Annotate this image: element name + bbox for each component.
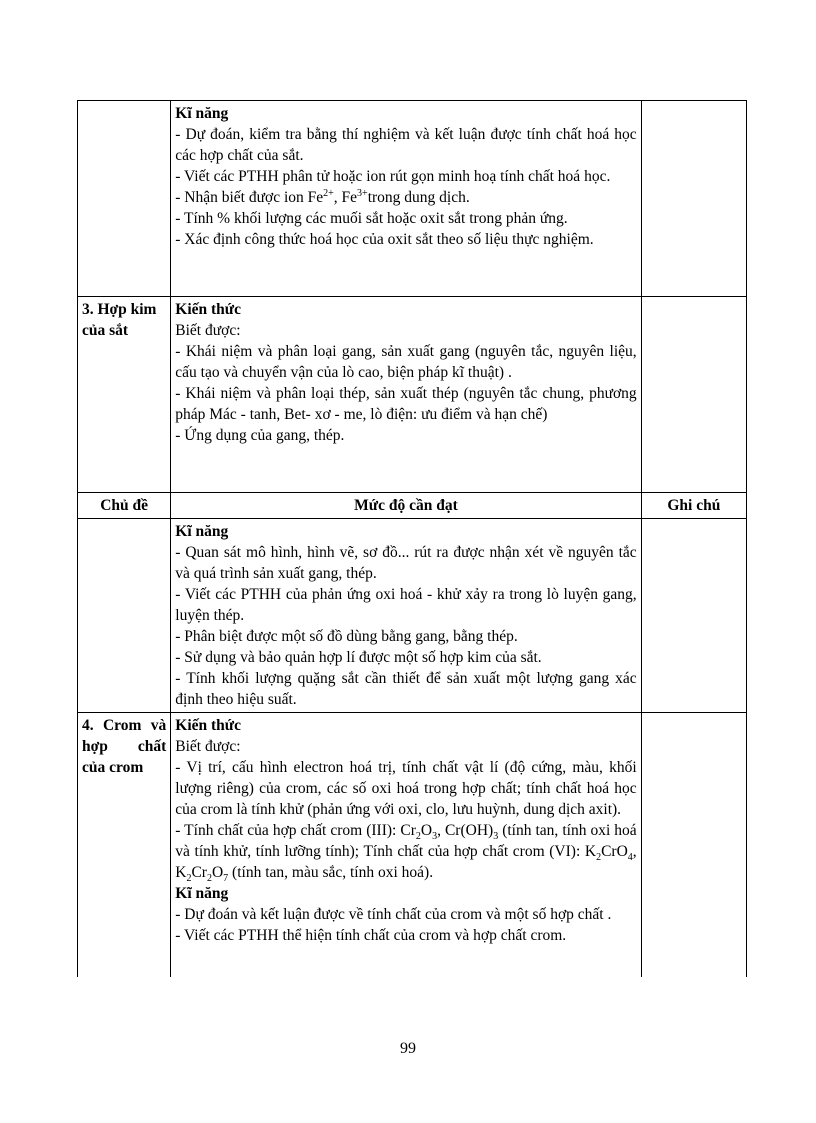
- page-number: 99: [400, 1040, 416, 1057]
- formula-text: , Cr(OH): [437, 822, 494, 839]
- ion-text: trong dung dịch.: [367, 189, 470, 206]
- list-item: - Xác định công thức hoá học của oxit sắt theo số liệu thực nghiệm.: [175, 231, 594, 248]
- requirement-cell: [171, 101, 641, 297]
- skills-label: Kĩ năng: [175, 105, 229, 122]
- formula-text: , K: [175, 843, 637, 881]
- note-cell: [641, 519, 746, 713]
- table-row: [78, 713, 747, 977]
- topic-cell: 4. Crom và hợp chất của crom: [78, 713, 171, 977]
- skills-label: Kĩ năng: [175, 523, 229, 540]
- formula-subscript: 3: [432, 831, 438, 843]
- note-cell: [641, 101, 746, 297]
- formula-subscript: 7: [223, 873, 229, 885]
- list-item: - Viết các PTHH của phản ứng oxi hoá - khử xảy ra trong lò luyện gang, luyện thép.: [175, 586, 637, 624]
- formula-subscript: 2: [206, 873, 212, 885]
- list-item: - Khái niệm và phân loại gang, sản xuất gang (nguyên tắc, nguyên liệu, cấu tạo và chuyển vận của lò cao, biện pháp kĩ thuật) .: [175, 343, 637, 381]
- topic-cell: 3. Hợp kim của sắt: [78, 297, 171, 493]
- header-topic: Chủ đề: [78, 493, 171, 519]
- topic-cell: [78, 519, 171, 713]
- intro-text: Biết được:: [175, 322, 241, 339]
- list-item: [175, 187, 636, 208]
- formula-subscript: 4: [627, 852, 633, 864]
- ion-charge: 2+: [323, 187, 334, 199]
- formula-text: (tính tan, tính oxi hoá và tính khử, tính lưỡng tính); Tính chất của hợp chất crom (VI): K: [175, 822, 637, 860]
- formula-subscript: 2: [186, 873, 192, 885]
- requirement-cell: [171, 713, 641, 977]
- list-item: - Phân biệt được một số đồ dùng bằng gang, bằng thép.: [175, 628, 518, 645]
- knowledge-label: Kiến thức: [175, 301, 241, 318]
- skills-label: Kĩ năng: [175, 885, 229, 902]
- list-item: - Khái niệm và phân loại thép, sản xuất thép (nguyên tắc chung, phương pháp Mác - tanh, Bet- xơ - me, lò điện: ưu điểm và hạn chế): [175, 385, 637, 423]
- table-row: [78, 519, 747, 713]
- ion-text: - Nhận biết được ion Fe: [175, 189, 324, 206]
- formula-subscript: 2: [415, 831, 421, 843]
- list-item: - Sử dụng và bảo quản hợp lí được một số hợp kim của sắt.: [175, 649, 542, 666]
- formula-text: CrO: [601, 843, 628, 860]
- list-item: - Viết các PTHH thể hiện tính chất của crom và hợp chất crom.: [175, 927, 567, 944]
- curriculum-table: [77, 100, 747, 977]
- list-item: [175, 820, 636, 883]
- intro-text: Biết được:: [175, 738, 241, 755]
- formula-text: Cr: [191, 864, 207, 881]
- formula-text: (tính tan, màu sắc, tính oxi hoá).: [228, 864, 434, 881]
- list-item: - Viết các PTHH phân tử hoặc ion rút gọn minh hoạ tính chất hoá học.: [175, 168, 611, 185]
- table-row: [78, 297, 747, 493]
- formula-subscript: 3: [493, 831, 499, 843]
- list-item: - Dự đoán và kết luận được về tính chất của crom và một số hợp chất .: [175, 906, 612, 923]
- formula-text: O: [420, 822, 433, 839]
- table-row: [78, 101, 747, 297]
- list-item: - Vị trí, cấu hình electron hoá trị, tính chất vật lí (độ cứng, màu, khối lượng riêng) của crom, các số oxi hoá trong hợp chất; tính chất hoá học của crom là tính khử (phản ứng với oxi, clo, lưu huỳnh, dung dịch axit).: [175, 759, 637, 818]
- formula-subscript: 2: [596, 852, 602, 864]
- requirement-cell: [171, 297, 641, 493]
- formula-text: O: [211, 864, 224, 881]
- list-item: - Dự đoán, kiểm tra bằng thí nghiệm và kết luận được tính chất hoá học các hợp chất của sắt.: [175, 126, 637, 164]
- list-item: - Tính % khối lượng các muối sắt hoặc oxit sắt trong phản ứng.: [175, 210, 568, 227]
- ion-charge: 3+: [357, 187, 368, 199]
- knowledge-label: Kiến thức: [175, 717, 241, 734]
- ion-text: , Fe: [333, 189, 358, 206]
- formula-text: - Tính chất của hợp chất crom (III): Cr: [175, 822, 416, 839]
- topic-cell: [78, 101, 171, 297]
- table-header-row: [78, 493, 747, 519]
- note-cell: [641, 297, 746, 493]
- list-item: - Ứng dụng của gang, thép.: [175, 427, 345, 444]
- header-note: Ghi chú: [641, 493, 746, 519]
- list-item: - Tính khối lượng quặng sắt cần thiết để sản xuất một lượng gang xác định theo hiệu suất.: [175, 670, 637, 708]
- note-cell: [641, 713, 746, 977]
- requirement-cell: [171, 519, 641, 713]
- header-requirement: Mức độ cần đạt: [171, 493, 641, 519]
- list-item: - Quan sát mô hình, hình vẽ, sơ đồ... rút ra được nhận xét về nguyên tắc và quá trình sản xuất gang, thép.: [175, 544, 637, 582]
